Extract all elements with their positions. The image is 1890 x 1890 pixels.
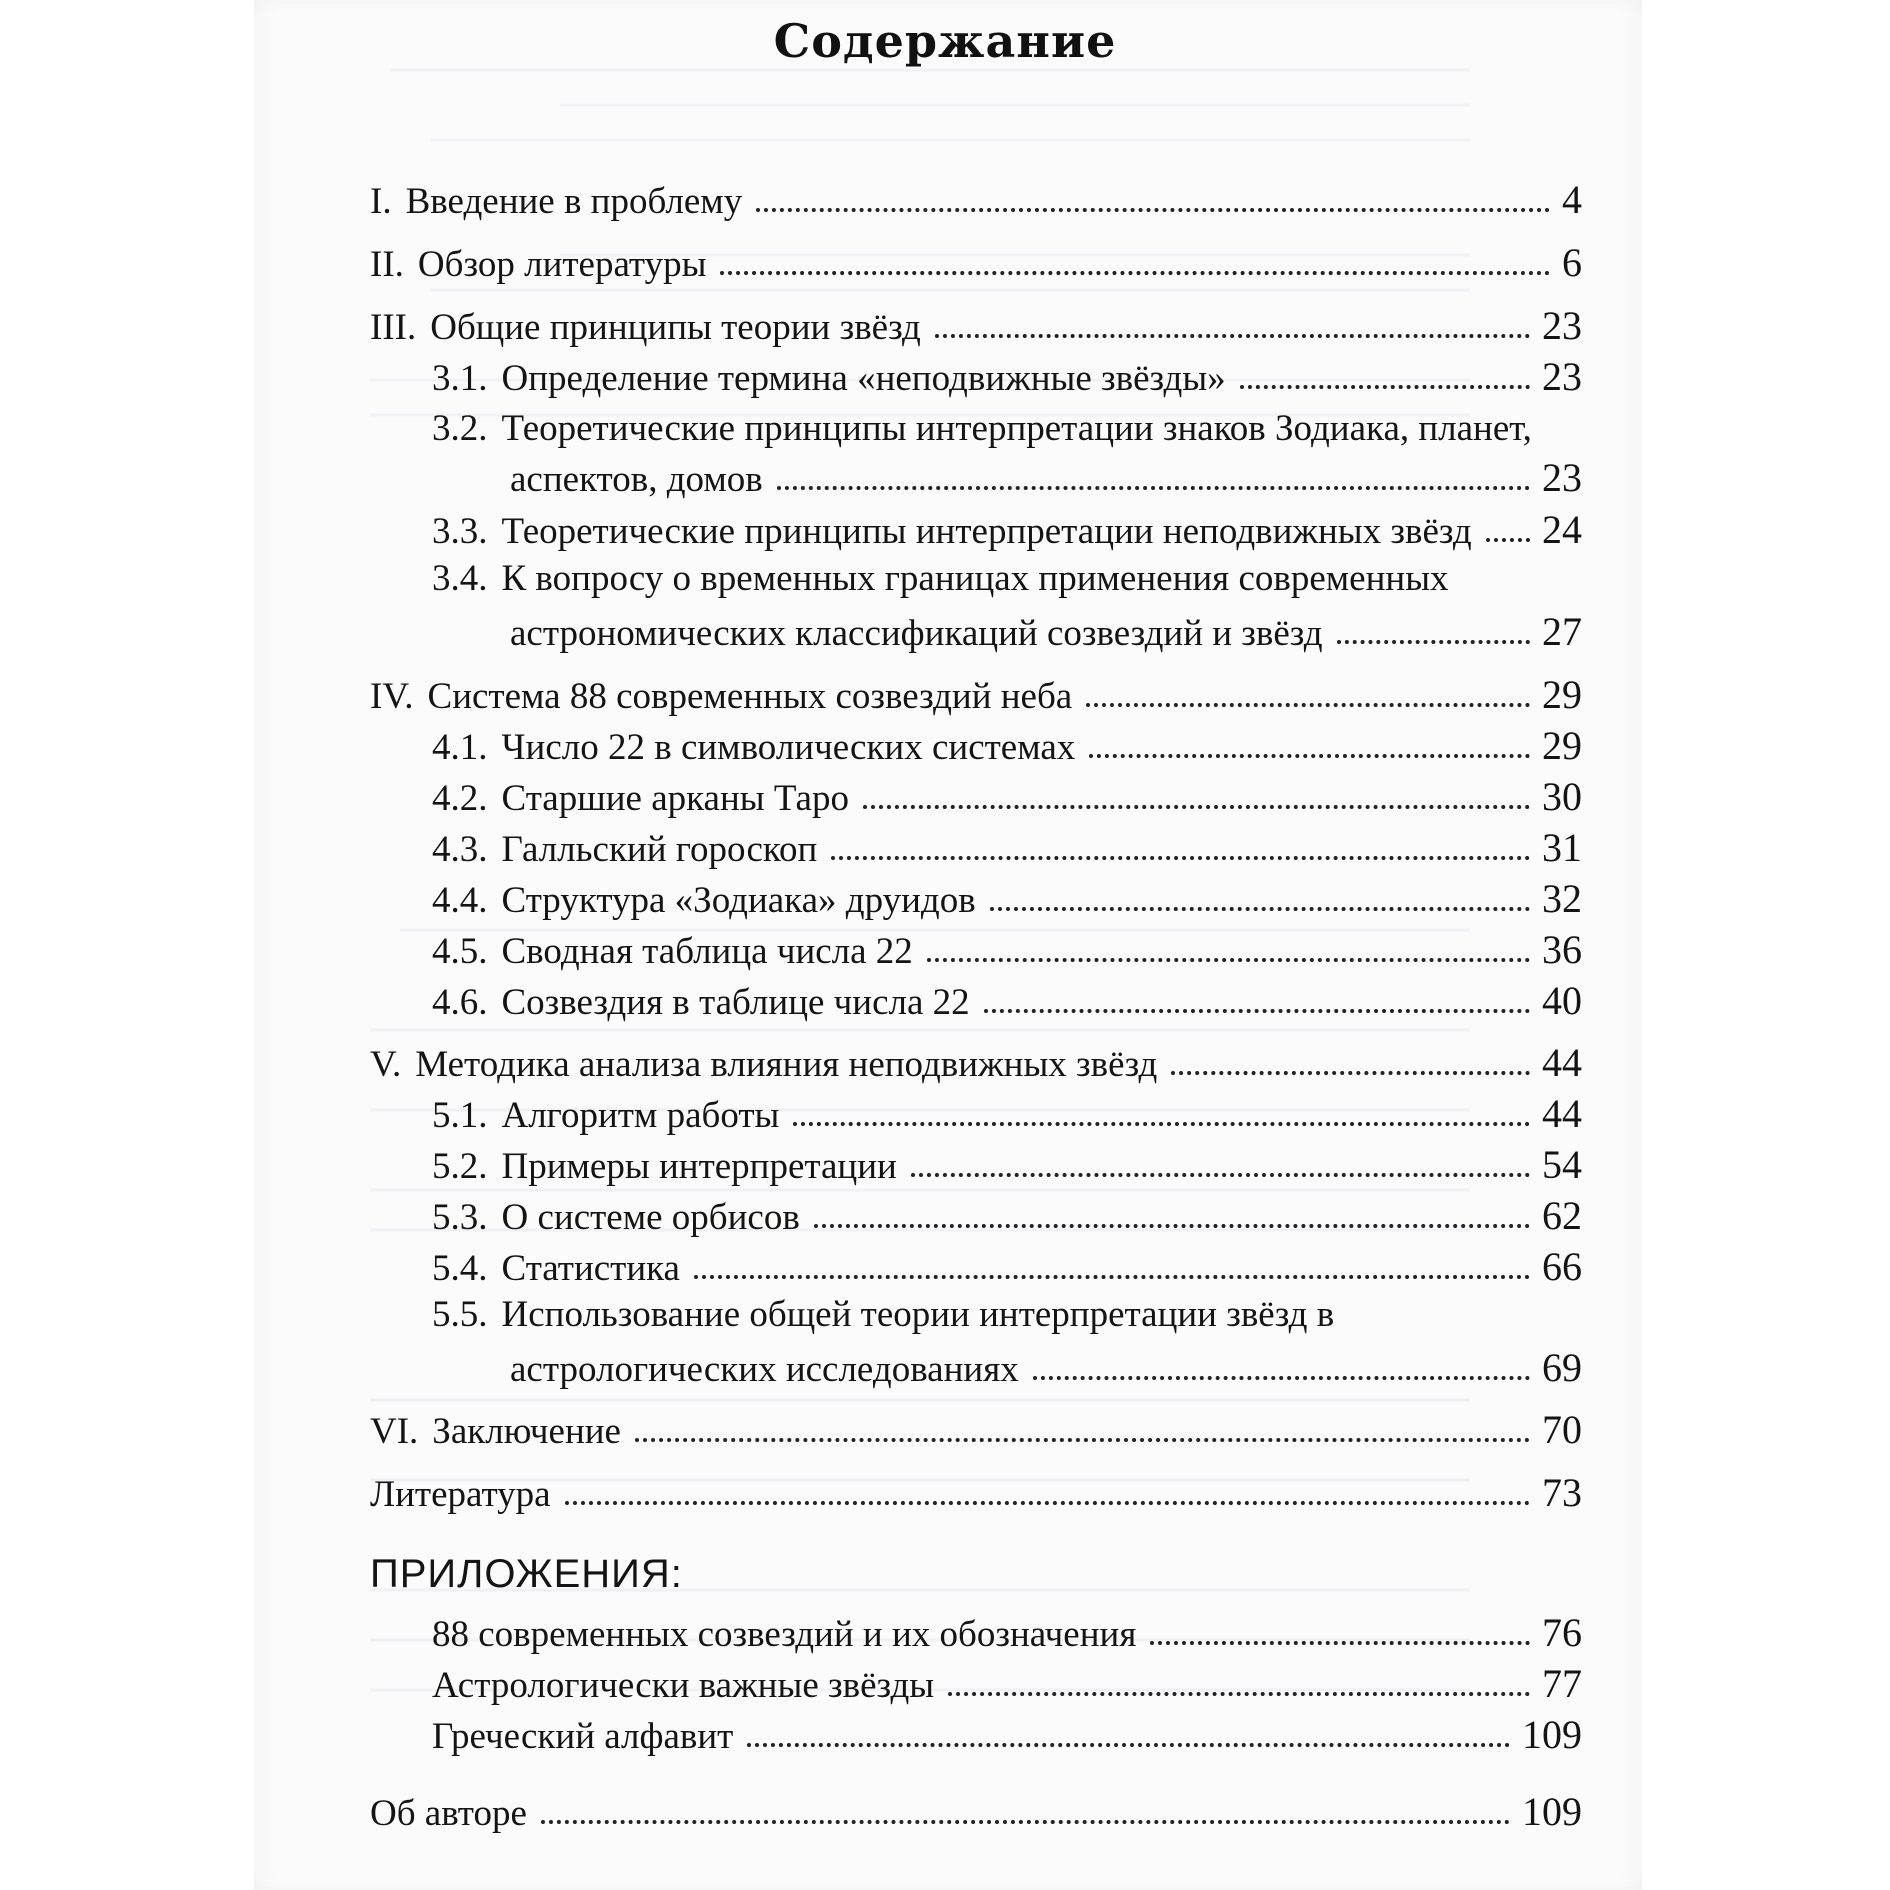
entry-page-number: 76: [1542, 1610, 1582, 1655]
entry-page-number: 29: [1542, 723, 1582, 768]
dot-leader: [756, 208, 1550, 212]
entry-page-number: 69: [1542, 1345, 1582, 1390]
entry-title: Галльский гороскоп: [501, 829, 818, 870]
entry-number: 3.1.: [432, 358, 488, 399]
entry-number: IV.: [370, 676, 414, 717]
dot-leader: [935, 334, 1530, 338]
entry-title: К вопросу о временных границах применения современных: [501, 558, 1449, 599]
entry-number: 3.3.: [432, 511, 488, 552]
entry-number: 4.5.: [432, 931, 488, 972]
appendix-entry[interactable]: [432, 1603, 1582, 1653]
toc-subentry-continuation[interactable]: [510, 602, 1582, 652]
entry-page-number: 24: [1542, 507, 1582, 552]
dot-leader: [694, 1275, 1530, 1279]
toc-entry[interactable]: [370, 1463, 1582, 1513]
dot-leader: [1150, 1641, 1530, 1645]
entry-page-number: 32: [1542, 876, 1582, 921]
entry-title: Общие принципы теории звёзд: [430, 307, 921, 348]
entry-page-number: 23: [1542, 303, 1582, 348]
entry-number: III.: [370, 307, 417, 348]
dot-leader: [747, 1743, 1510, 1747]
toc-subentry-first-line[interactable]: [432, 1296, 1334, 1333]
toc-subentry[interactable]: [432, 1186, 1582, 1236]
toc-entry[interactable]: [370, 1033, 1582, 1083]
dot-leader: [927, 958, 1530, 962]
dot-leader: [984, 1009, 1530, 1013]
entry-page-number: 109: [1522, 1712, 1582, 1757]
entry-page-number: 31: [1542, 825, 1582, 870]
entry-number: 4.2.: [432, 778, 488, 819]
entry-title: Использование общей теории интерпретации звёзд в: [501, 1294, 1335, 1335]
entry-title: Созвездия в таблице числа 22: [501, 982, 970, 1023]
dot-leader: [814, 1224, 1530, 1228]
entry-number: 4.6.: [432, 982, 488, 1023]
entry-title: Сводная таблица числа 22: [501, 931, 913, 972]
dot-leader: [863, 805, 1530, 809]
appendix-entry[interactable]: [432, 1654, 1582, 1704]
entry-page-number: 44: [1542, 1091, 1582, 1136]
entry-title: Теоретические принципы интерпретации знаков Зодиака, планет,: [501, 408, 1532, 449]
entry-number: 5.2.: [432, 1146, 488, 1187]
dot-leader: [1240, 385, 1530, 389]
toc-subentry[interactable]: [432, 869, 1582, 919]
entry-title: Введение в проблему: [405, 181, 743, 222]
toc-subentry[interactable]: [432, 971, 1582, 1021]
entry-number: I.: [370, 181, 392, 222]
entry-title: Теоретические принципы интерпретации неподвижных звёзд: [501, 511, 1472, 552]
entry-page-number: 77: [1542, 1661, 1582, 1706]
entry-title: Определение термина «неподвижные звёзды»: [501, 358, 1226, 399]
entry-title: Литература: [370, 1474, 551, 1515]
entry-number: V.: [370, 1044, 402, 1085]
dot-leader: [1171, 1071, 1530, 1075]
dot-leader: [990, 907, 1530, 911]
entry-page-number: 4: [1562, 177, 1582, 222]
toc-subentry[interactable]: [432, 347, 1582, 397]
toc-subentry[interactable]: [432, 500, 1582, 550]
dot-leader: [1086, 703, 1530, 707]
entry-title: Заключение: [432, 1411, 621, 1452]
entry-page-number: 109: [1522, 1789, 1582, 1834]
entry-title-continuation: астрологических исследованиях: [510, 1349, 1019, 1390]
toc-subentry[interactable]: [432, 818, 1582, 868]
entry-number: 5.4.: [432, 1248, 488, 1289]
dot-leader: [1337, 640, 1530, 644]
page-title: Содержание: [773, 14, 1117, 68]
toc-subentry[interactable]: [432, 716, 1582, 766]
entry-page-number: 62: [1542, 1193, 1582, 1238]
toc-entry[interactable]: [370, 170, 1582, 220]
entry-title: Старшие арканы Таро: [501, 778, 849, 819]
entry-number: 4.4.: [432, 880, 488, 921]
entry-number: 5.1.: [432, 1095, 488, 1136]
entry-page-number: 23: [1542, 354, 1582, 399]
entry-page-number: 66: [1542, 1244, 1582, 1289]
appendix-heading: ПРИЛОЖЕНИЯ:: [370, 1552, 683, 1596]
toc-subentry[interactable]: [432, 767, 1582, 817]
dot-leader: [1089, 754, 1530, 758]
toc-entry[interactable]: [370, 233, 1582, 283]
toc-subentry[interactable]: [432, 1237, 1582, 1287]
dot-leader: [948, 1692, 1530, 1696]
dot-leader: [831, 856, 1530, 860]
toc-entry[interactable]: [370, 665, 1582, 715]
toc-subentry-continuation[interactable]: [510, 1338, 1582, 1388]
entry-title: 88 современных созвездий и их обозначения: [432, 1614, 1137, 1655]
dot-leader: [777, 486, 1530, 490]
entry-title: Статистика: [501, 1248, 680, 1289]
entry-page-number: 29: [1542, 672, 1582, 717]
toc-subentry-first-line[interactable]: [432, 410, 1532, 447]
dot-leader: [720, 271, 1550, 275]
entry-number: II.: [370, 244, 404, 285]
toc-subentry[interactable]: [432, 1135, 1582, 1185]
entry-title: Об авторе: [370, 1793, 527, 1834]
toc-subentry-first-line[interactable]: [432, 560, 1449, 597]
entry-title: Греческий алфавит: [432, 1716, 734, 1757]
entry-number: 4.1.: [432, 727, 488, 768]
entry-title: Система 88 современных созвездий неба: [427, 676, 1073, 717]
dot-leader: [911, 1173, 1530, 1177]
toc-subentry[interactable]: [432, 920, 1582, 970]
toc-entry[interactable]: [370, 1400, 1582, 1450]
dot-leader: [635, 1438, 1530, 1442]
entry-title: Структура «Зодиака» друидов: [501, 880, 976, 921]
entry-title: Методика анализа влияния неподвижных звёзд: [415, 1044, 1158, 1085]
dot-leader: [1486, 538, 1530, 542]
entry-page-number: 30: [1542, 774, 1582, 819]
entry-page-number: 44: [1542, 1040, 1582, 1085]
entry-page-number: 36: [1542, 927, 1582, 972]
toc-entry[interactable]: [370, 296, 1582, 346]
entry-title: Примеры интерпретации: [501, 1146, 897, 1187]
entry-title-continuation: аспектов, домов: [510, 459, 763, 500]
entry-number: VI.: [370, 1411, 419, 1452]
appendix-entry[interactable]: [432, 1705, 1582, 1755]
dot-leader: [793, 1122, 1530, 1126]
entry-number: 3.2.: [432, 408, 488, 449]
entry-title: Число 22 в символических системах: [501, 727, 1076, 768]
dot-leader: [565, 1501, 1530, 1505]
toc-subentry-continuation[interactable]: [510, 448, 1582, 498]
entry-number: 4.3.: [432, 829, 488, 870]
entry-number: 3.4.: [432, 558, 488, 599]
entry-title-continuation: астрономических классификаций созвездий и звёзд: [510, 613, 1323, 654]
entry-page-number: 40: [1542, 978, 1582, 1023]
entry-page-number: 27: [1542, 609, 1582, 654]
entry-page-number: 54: [1542, 1142, 1582, 1187]
entry-number: 5.5.: [432, 1294, 488, 1335]
entry-title: О системе орбисов: [501, 1197, 800, 1238]
entry-title: Обзор литературы: [417, 244, 707, 285]
entry-page-number: 73: [1542, 1470, 1582, 1515]
dot-leader: [1033, 1376, 1530, 1380]
entry-page-number: 70: [1542, 1407, 1582, 1452]
entry-page-number: 23: [1542, 455, 1582, 500]
entry-title: Алгоритм работы: [501, 1095, 780, 1136]
toc-entry[interactable]: [370, 1782, 1582, 1832]
toc-subentry[interactable]: [432, 1084, 1582, 1134]
dot-leader: [541, 1820, 1510, 1824]
entry-title: Астрологически важные звёзды: [432, 1665, 935, 1706]
entry-page-number: 6: [1562, 240, 1582, 285]
entry-number: 5.3.: [432, 1197, 488, 1238]
